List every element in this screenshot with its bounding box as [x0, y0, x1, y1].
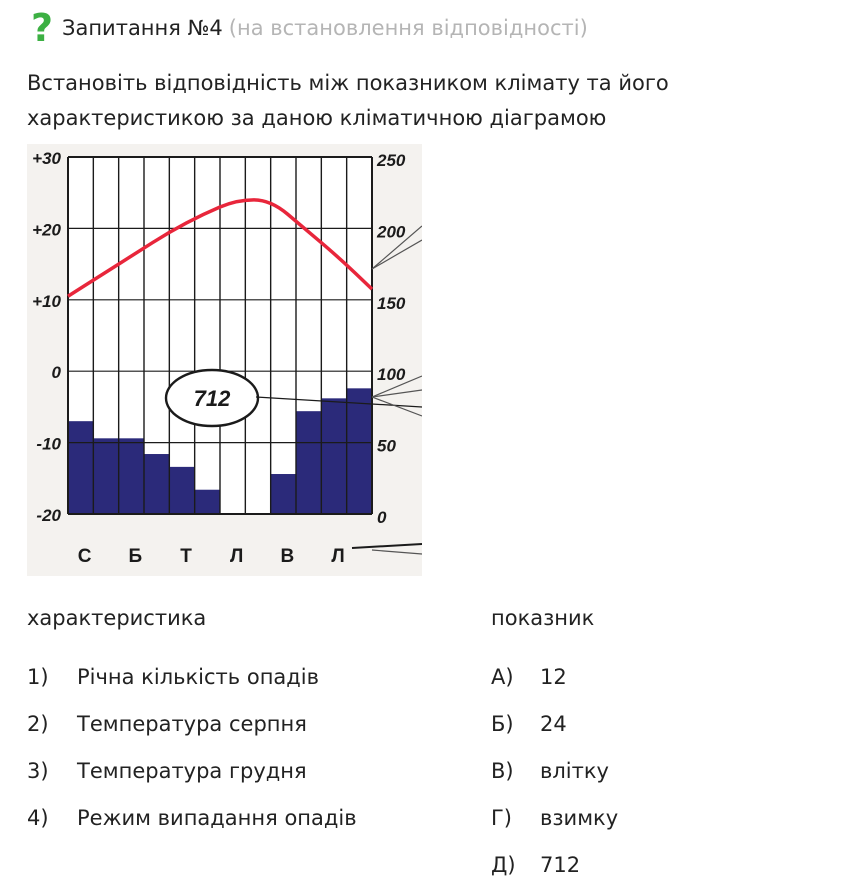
left-axis-tick-label: 0 — [51, 363, 61, 383]
question-mark-icon: ? — [30, 6, 54, 50]
item-number: 1) — [27, 665, 49, 689]
item-text: Температура грудня — [77, 759, 307, 783]
item-text: 24 — [540, 712, 567, 736]
item-number: 3) — [27, 759, 49, 783]
indicator-column-header: показник — [491, 606, 595, 630]
question-type: (на встановлення відповідності) — [228, 16, 588, 40]
item-text: Режим випадання опадів — [77, 806, 357, 830]
left-axis-tick-label: -10 — [36, 434, 61, 454]
right-axis-tick-label: 50 — [377, 436, 396, 456]
item-text: взимку — [540, 806, 619, 830]
item-letter: А) — [491, 665, 514, 689]
indicator-item — [491, 853, 580, 877]
precipitation-bar — [321, 398, 346, 514]
leader-line — [352, 544, 422, 548]
left-axis-tick-label: -20 — [36, 506, 61, 525]
month-label: Л — [331, 546, 345, 567]
item-letter: В) — [491, 759, 514, 783]
characteristic-item — [27, 712, 307, 736]
left-axis-tick-label: +30 — [32, 149, 61, 168]
precipitation-bar — [347, 388, 372, 514]
right-axis-tick-label: 250 — [377, 151, 406, 170]
item-text: влітку — [540, 759, 609, 783]
precipitation-bar — [93, 438, 118, 514]
indicator-item — [491, 759, 609, 783]
precipitation-bar — [195, 490, 220, 514]
leader-line — [372, 240, 422, 269]
item-number: 4) — [27, 806, 49, 830]
item-text: Річна кількість опадів — [77, 665, 320, 689]
right-axis-tick-label: 100 — [377, 365, 406, 385]
characteristic-item — [27, 665, 319, 689]
precipitation-bar — [271, 474, 296, 514]
leader-line — [372, 550, 422, 554]
item-text: 12 — [540, 665, 567, 689]
item-letter: Г) — [491, 806, 512, 830]
item-text: Температура серпня — [77, 712, 307, 736]
indicator-item — [491, 806, 618, 830]
item-number: 2) — [27, 712, 49, 736]
month-label: Л — [229, 546, 244, 567]
item-letter: Д) — [491, 853, 516, 877]
precipitation-bar — [144, 454, 169, 514]
indicator-item — [491, 665, 567, 689]
question-text: Встановіть відповідність між показником клімату та його характеристикою за даною кліматичною діаграмою — [27, 71, 669, 130]
characteristic-item — [27, 759, 307, 783]
month-label: С — [77, 546, 92, 567]
precipitation-bar — [169, 467, 194, 514]
right-axis-tick-label: 0 — [377, 508, 387, 527]
left-axis-tick-label: +10 — [32, 291, 61, 311]
precipitation-bar — [68, 421, 93, 514]
right-axis-tick-label: 200 — [377, 222, 406, 242]
item-text: 712 — [540, 853, 581, 877]
item-letter: Б) — [491, 712, 514, 736]
left-axis-tick-label: +20 — [32, 220, 61, 240]
question-header — [26, 8, 588, 48]
precipitation-bar — [119, 438, 144, 514]
characteristic-column-header: характеристика — [27, 606, 207, 630]
characteristic-item — [27, 806, 357, 830]
month-label: В — [280, 546, 295, 567]
climate-chart-svg — [27, 144, 422, 576]
month-label: Т — [180, 546, 192, 567]
indicator-item — [491, 712, 567, 736]
annual-precipitation-label: 712 — [193, 386, 231, 411]
question-title: Запитання №4 — [62, 16, 223, 40]
month-label: Б — [128, 546, 143, 567]
climate-diagram — [27, 144, 422, 576]
precipitation-bar — [296, 411, 321, 514]
right-axis-tick-label: 150 — [377, 293, 406, 313]
